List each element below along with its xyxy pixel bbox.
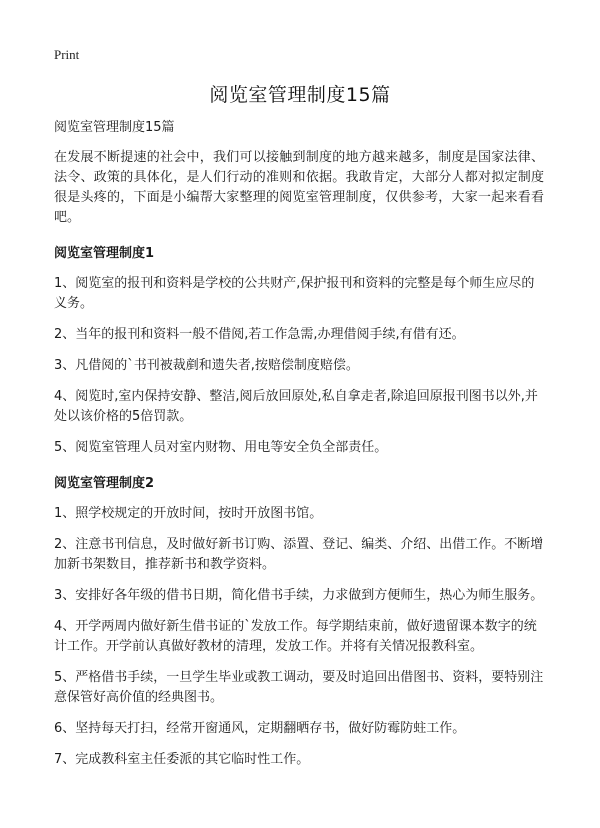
list-item: 7、完成教科室主任委派的其它临时性工作。 — [54, 752, 310, 767]
list-item: 4、开学两周内做好新生借书证的`发放工作。每学期结束前，做好遗留课本数字的统计工作。开学前认真做好教材的清理，发放工作。并将有关情况报教科室。 — [54, 619, 537, 654]
section-heading: 阅览室管理制度1 — [54, 246, 155, 261]
document-subtitle: 阅览室管理制度15篇 — [54, 120, 175, 135]
print-label[interactable]: Print — [54, 47, 80, 62]
list-item: 1、阅览室的报刊和资料是学校的公共财产,保护报刊和资料的完整是每个师生应尽的义务。 — [54, 276, 535, 311]
list-item: 5、严格借书手续，一旦学生毕业或教工调动，要及时追回出借图书、资料，要特别注意保管好高价值的经典图书。 — [54, 670, 544, 705]
page-title: 阅览室管理制度15篇 — [209, 84, 391, 106]
list-item: 2、当年的报刊和资料一般不借阅,若工作急需,办理借阅手续,有借有还。 — [54, 327, 465, 342]
list-item: 5、阅览室管理人员对室内财物、用电等安全负全部责任。 — [54, 440, 388, 455]
list-item: 4、阅览时,室内保持安静、整洁,阅后放回原处,私自拿走者,除追回原报刊图书以外,并处以该价格的5倍罚款。 — [54, 389, 538, 424]
list-item: 2、注意书刊信息，及时做好新书订购、添置、登记、编类、介绍、出借工作。不断增加新书架数目，推荐新书和教学资料。 — [54, 537, 544, 572]
section-heading: 阅览室管理制度2 — [54, 476, 155, 491]
list-item: 6、坚持每天打扫，经常开窗通风，定期翻晒存书，做好防霉防蛀工作。 — [54, 721, 466, 736]
section-1 — [54, 244, 544, 458]
list-item: 1、照学校规定的开放时间，按时开放图书馆。 — [54, 506, 323, 521]
list-item: 3、安排好各年级的借书日期，简化借书手续，力求做到方便师生，热心为师生服务。 — [54, 588, 544, 603]
list-item: 3、凡借阅的`书刊被裁剷和遗失者,按赔偿制度赔偿。 — [54, 358, 359, 373]
document-body — [54, 118, 544, 786]
intro-paragraph: 在发展不断提速的社会中，我们可以接触到制度的地方越来越多，制度是国家法律、法令、政策的具体化，是人们行动的准则和依据。我敢肯定，大部分人都对拟定制度很是头疼的，下面是小编帮大家整理的阅览室管理制度，仅供参考，大家一起来看看吧。 — [54, 150, 544, 225]
section-2 — [54, 474, 544, 770]
